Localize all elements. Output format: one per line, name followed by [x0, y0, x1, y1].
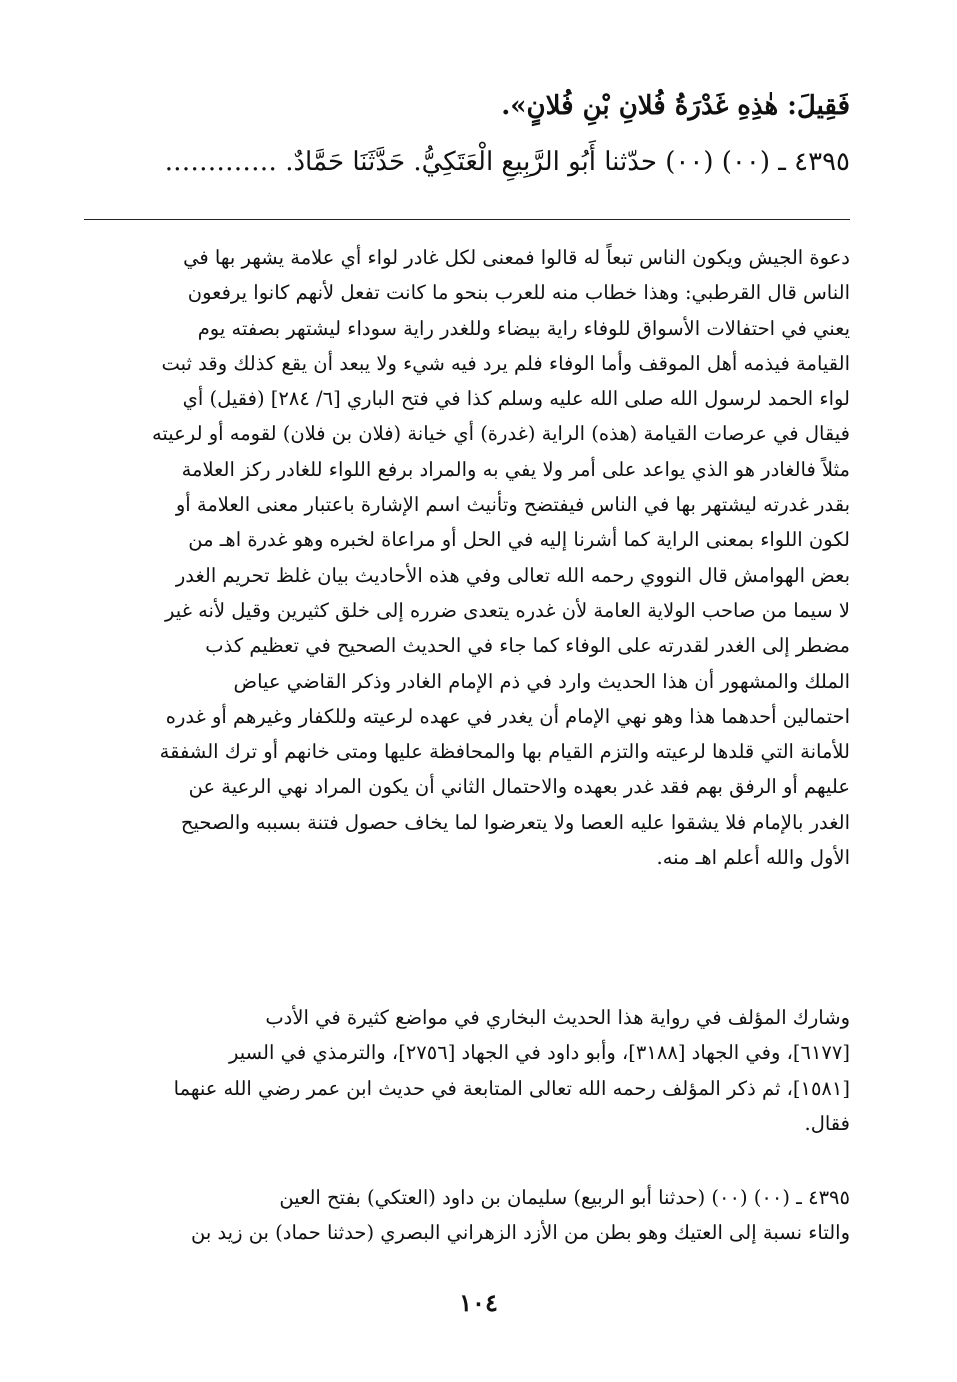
hadith-line-2 [84, 134, 850, 190]
paragraph-line: ٤٣٩٥ ـ (٠٠) (٠٠) (حدثنا أبو الربيع) سليمان بن داود (العتكي) بفتح العين [279, 1186, 850, 1209]
commentary-line: مضطر إلى الغدر لقدرته على الوفاء كما جاء في الحديث الصحيح في تعظيم كذب [205, 634, 850, 658]
commentary-line: لكون اللواء بمعنى الراية كما أشرنا إليه في الحل أو مراعاة لخبره وهو غدرة اهـ من [188, 528, 850, 552]
paragraph-line: وشارك المؤلف في رواية هذا الحديث البخاري في مواضع كثيرة في الأدب [265, 1006, 850, 1029]
commentary-line: احتمالين أحدهما هذا وهو نهي الإمام أن يغدر في عهده لرعيته وللكفار وغيرهم أو غدره [165, 704, 850, 728]
sharing-paragraph [84, 1000, 850, 1141]
ellipsis-dots: …………. [164, 147, 277, 177]
commentary-line: الأول والله أعلم اهـ منه. [656, 846, 850, 870]
commentary-line: فيقال في عرصات القيامة (هذه) الراية (غدرة) أي خيانة (فلان بن فلان) لقومه أو لرعيته [151, 422, 850, 446]
paragraph-line: [٦١٧٧]، وفي الجهاد [٣١٨٨]، وأبو داود في الجهاد [٢٧٥٦]، والترمذي في السير [228, 1041, 850, 1065]
narrator-paragraph [84, 1180, 850, 1251]
paragraph-line: والتاء نسبة إلى العتيك وهو بطن من الأزد الزهراني البصري (حدثنا حماد) بن زيد بن [190, 1221, 850, 1245]
commentary-line: لواء الحمد لرسول الله صلى الله عليه وسلم كذا في فتح الباري [٦/ ٢٨٤] (فقيل) أي [182, 387, 850, 411]
commentary-line: دعوة الجيش ويكون الناس تبعاً له قالوا فمعنى لكل غادر لواء أي علامة يشهر بها في [183, 246, 850, 269]
commentary-line: بقدر غدرته ليشتهر بها في الناس فيفتضح وتأنيث اسم الإشارة باعتبار معنى العلامة أو [175, 493, 850, 517]
page-number: ١٠٤ [459, 1288, 498, 1317]
commentary-line: لا سيما من صاحب الولاية العامة لأن غدره يتعدى ضرره إلى خلق كثيرين وقيل لأنه غير [165, 598, 850, 622]
paragraph-line: فقال. [804, 1111, 850, 1135]
footnote-divider [84, 219, 850, 220]
commentary-line: الملك والمشهور أن هذا الحديث وارد في ذم الإمام الغادر وذكر القاضي عياض [233, 669, 850, 693]
commentary-line: للأمانة التي قلدها لرعيته والتزم القيام بها والمحافظة عليها ومتى خانهم أو ترك الشفقة [159, 740, 850, 764]
commentary-line: يعني في احتفالات الأسواق للوفاء راية بيضاء وللغدر راية سوداء ليشتهر بصفته يوم [197, 316, 850, 340]
hadith-chain: ٤٣٩٥ ـ (٠٠) (٠٠) حدّثنا أَبُو الرَّبِيعِ الْعَتَكِيُّ. حَدَّثَنَا حَمَّادٌ. [285, 147, 850, 177]
commentary [84, 240, 850, 875]
commentary-line: القيامة فيذمه أهل الموقف وأما الوفاء فلم يرد فيه شيء ولا يبعد أن يقع كذلك وقد ثبت [161, 351, 850, 375]
paragraph-line: [١٥٨١]، ثم ذكر المؤلف رحمه الله تعالى المتابعة في حديث ابن عمر رضي الله عنهما [173, 1076, 850, 1100]
commentary-line: الغدر بالإمام فلا يشقوا عليه العصا ولا يتعرضوا لما يخاف حصول فتنة بسببه والصحيح [180, 810, 850, 834]
commentary-line: بعض الهوامش قال النووي رحمه الله تعالى وفي هذه الأحاديث بيان غلظ تحريم الغدر [175, 563, 850, 587]
commentary-line: الناس قال القرطبي: وهذا خطاب منه للعرب بنحو ما كانت تفعل لأنهم كانوا يرفعون [187, 281, 850, 305]
commentary-line: عليهم أو الرفق بهم فقد غدر بعهده والاحتمال الثاني أن يكون المراد نهي الرعية عن [188, 775, 850, 799]
commentary-line: مثلاً فالغادر هو الذي يواعد على أمر ولا يفي به والمراد برفع اللواء للغادر ركز العلامة [181, 457, 850, 481]
hadith-line-1: فَقِيلَ: هٰذِهِ غَدْرَةُ فُلانِ بْنِ فُلانٍ». [501, 91, 850, 121]
hadith-text [84, 78, 850, 190]
